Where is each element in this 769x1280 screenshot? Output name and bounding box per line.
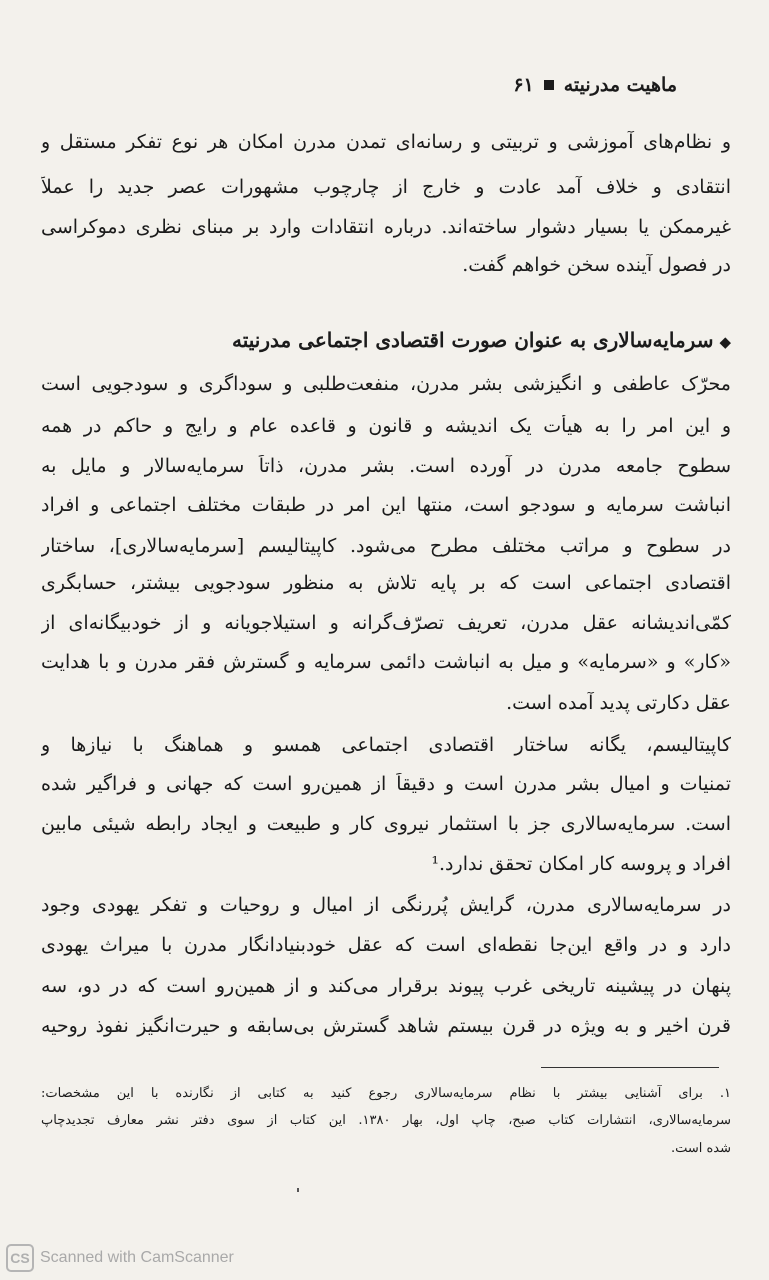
text-line: کمّی‌اندیشانه عقل مدرن، تعریف تصرّف‌گرانه و استیلاجویانه و از خودبیگانه‌ای از <box>41 612 731 634</box>
watermark-text: Scanned with CamScanner <box>40 1249 234 1266</box>
text-line: در سطوح و مراتب مختلف مطرح می‌شود. کاپیتالیسم [سرمایه‌سالاری]، ساختار <box>41 535 731 557</box>
text-line: دارد و در واقع این‌جا نقطه‌ای است که عقل خودبنیادانگار مدرن با میراث یهودی <box>41 934 731 956</box>
section-heading-text: سرمایه‌سالاری به عنوان صورت اقتصادی اجتماعی مدرنیته <box>231 328 714 352</box>
text-line: «کار» و «سرمایه» و میل به انباشت دائمی سرمایه و گسترش فقر مدرن و با هدایت <box>41 651 731 673</box>
camscanner-watermark <box>6 1242 234 1274</box>
footnote-divider <box>541 1067 719 1068</box>
text-line: عقل دکارتی پدید آمده است. <box>506 692 731 714</box>
text-line: در فصول آینده سخن خواهم گفت. <box>462 254 731 276</box>
page-number: ۶۱ <box>513 74 534 96</box>
footnote-line: شده است. <box>670 1141 731 1156</box>
header-title: ماهیت مدرنیته <box>563 74 677 96</box>
running-header <box>57 74 677 96</box>
text-line: و این امر را به هیأت یک اندیشه و قانون و قاعده عام و رایج و حاکم در همه <box>41 415 731 437</box>
text-line: کاپیتالیسم، یگانه ساختار اقتصادی اجتماعی همسو و هماهنگ با نیازها و <box>41 734 731 756</box>
text-line: اقتصادی اجتماعی است که بر پایه تلاش به منظور سودجویی بیشتر، حسابگری <box>41 572 731 594</box>
text-line: قرن اخیر و به ویژه در قرن بیستم شاهد گسترش بی‌سابقه و حیرت‌انگیز نفوذ روحیه <box>41 1015 731 1037</box>
header-square-icon <box>544 80 554 90</box>
text-line: انباشت سرمایه و سودجو است، منتها این امر در طبقات مختلف اجتماعی و افراد <box>41 494 731 516</box>
text-line: تمنیات و امیال بشر مدرن است و دقیقاً از همین‌رو است که جهانی و فراگیر شده <box>41 773 731 795</box>
text-line: انتقادی و خلاف آمد عادت و خارج از چارچوب مشهورات عصر جدید را عملاً <box>41 176 731 198</box>
footnote-line: سرمایه‌سالاری، انتشارات کتاب صبح، چاپ اول، بهار ۱۳۸۰. این کتاب از سوی دفتر نشر معارف تجدیدچاپ <box>41 1113 731 1128</box>
text-line: و نظام‌های آموزشی و تربیتی و رسانه‌ای تمدن مدرن امکان هر نوع تفکر مستقل و <box>41 131 731 153</box>
page-mark <box>297 1188 299 1192</box>
footnote-line: ۱. برای آشنایی بیشتر با نظام سرمایه‌سالاری رجوع کنید به کتابی از نگارنده با این مشخصات: <box>41 1086 731 1101</box>
section-heading <box>41 328 731 352</box>
camscanner-logo-icon: CS <box>6 1244 34 1272</box>
text-line: در سرمایه‌سالاری مدرن، گرایش پُررنگی از امیال و روحیات و تفکر یهودی وجود <box>41 894 731 916</box>
text-line: است. سرمایه‌سالاری جز با استثمار نیروی کار و طبیعت و ایجاد رابطه شیئی مابین <box>41 813 731 835</box>
text-line: سطوح جامعه مدرن در آورده است. بشر مدرن، ذاتاً سرمایه‌سالار و مایل به <box>41 455 731 477</box>
text-line: پنهان در پیشینه تاریخی غرب پیوند برقرار می‌کند و از همین‌رو است که در دو، سه <box>41 975 731 997</box>
text-line: افراد و پروسه کار امکان تحقق ندارد.¹ <box>431 853 731 875</box>
diamond-bullet-icon: ◆ <box>719 333 731 351</box>
text-line: غیرممکن یا بسیار دشوار ساخته‌اند. درباره انتقادات وارد بر مبنای نظری دموکراسی <box>41 216 731 238</box>
text-line: محرّک عاطفی و انگیزشی بشر مدرن، منفعت‌طلبی و سوداگری و سودجویی است <box>41 373 731 395</box>
